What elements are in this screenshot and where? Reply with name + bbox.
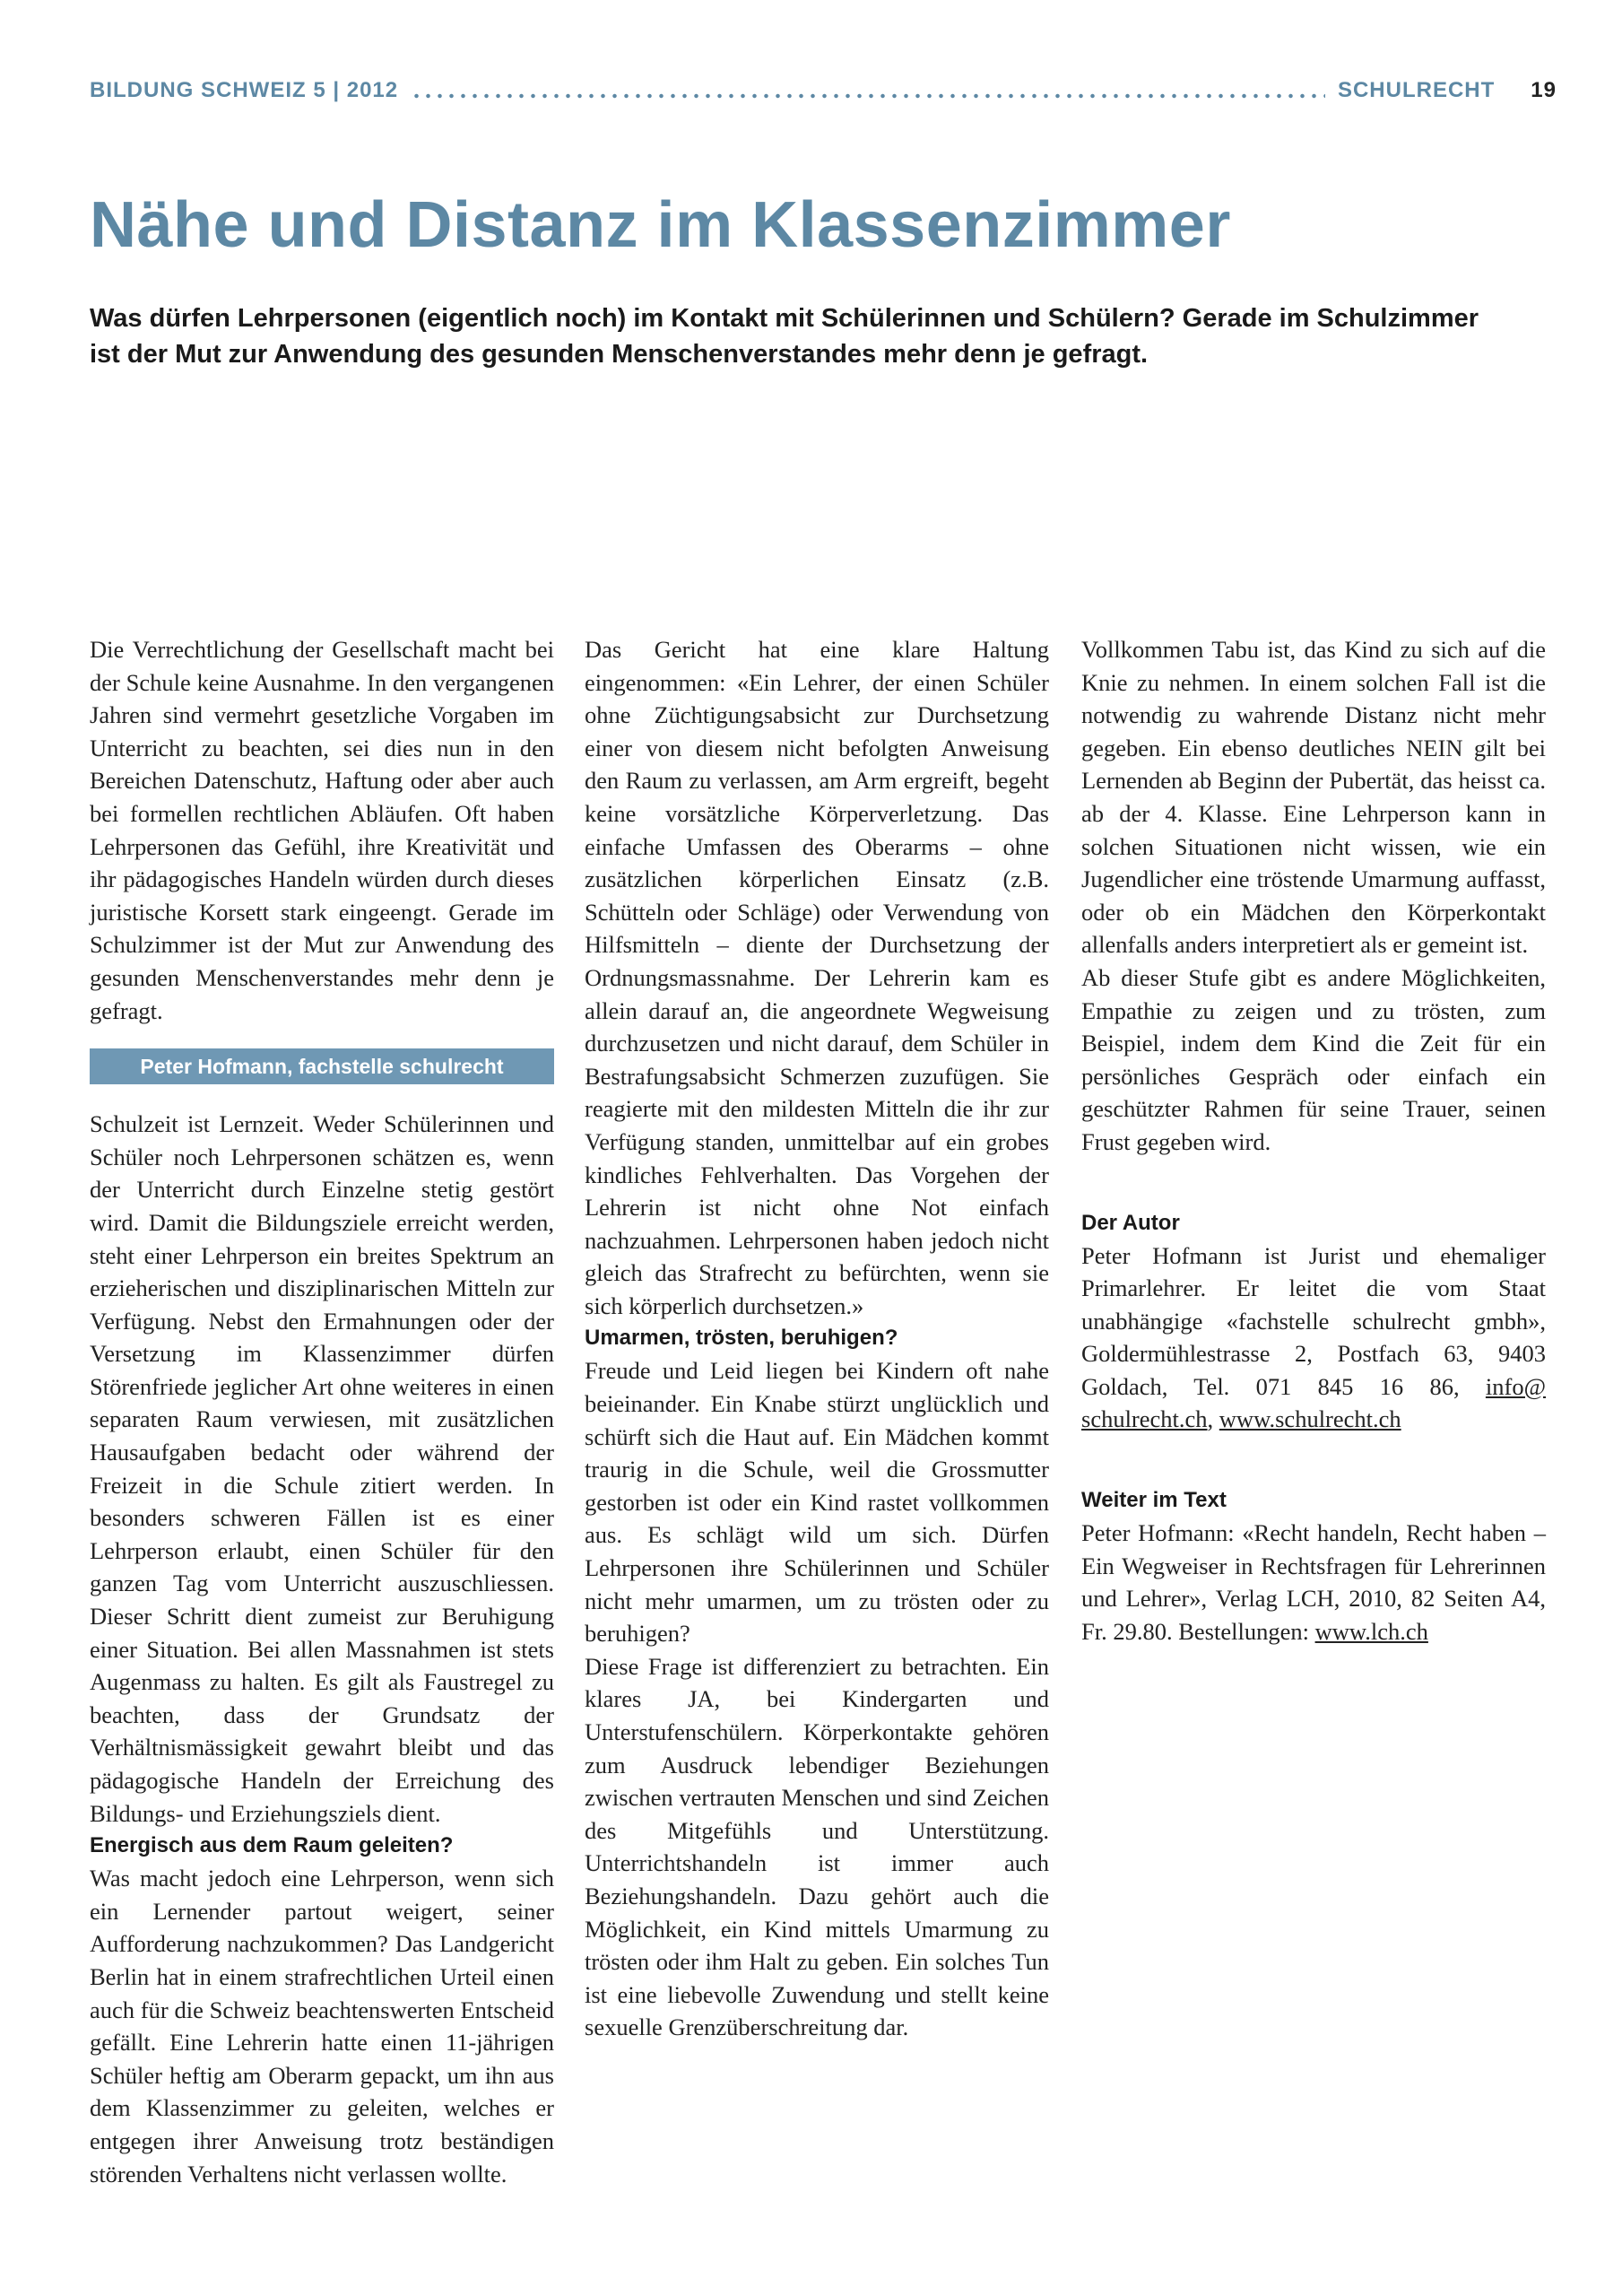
subheading: Umarmen, trösten, beruhigen? — [585, 1326, 898, 1351]
column-1 — [90, 633, 554, 2190]
author-bio — [1081, 1239, 1546, 1437]
further-reading — [1081, 1517, 1546, 1648]
column-3 — [1081, 633, 1546, 1648]
dotted-leader — [411, 78, 1325, 103]
body-paragraph: Schulzeit ist Lernzeit. Weder Schülerinnen und Schüler noch Lehrpersonen schätzen es, wenn der Unterricht durch Einzelne stetig gestört wird. Damit die Bildungsziele erreicht werden, steht einer Lehrperson ein breites Spektrum an erzieherischen und disziplinarischen Mitteln zur Verfügung. Nebst den Ermahnungen oder der Versetzung im Klassenzimmer dürfen Störenfriede jeglicher Art ohne weiteres in einen separaten Raum verwiesen, mit zusätzlichen Hausaufgaben bedacht oder während der Freizeit in die Schule zitiert werden. In besonders schweren Fällen ist es einer Lehrperson erlaubt, einen Schüler für den ganzen Tag vom Unterricht auszuschliessen. Dieser Schritt dient zumeist zur Beruhigung einer Situation. Bei allen Massnahmen ist stets Augenmass zu halten. Es gilt als Faustregel zu beachten, dass der Grundsatz der Verhältnismässigkeit gewahrt bleibt und das pädagogische Handeln der Erreichung des Bildungs- und Erziehungsziels dient. — [90, 1110, 554, 1827]
subheading: Energisch aus dem Raum geleiten? — [90, 1833, 454, 1858]
intro-paragraph: Die Verrechtlichung der Gesellschaft macht bei der Schule keine Ausnahme. In den vergangenen Jahren sind vermehrt gesetzliche Vorgaben im Unterricht zu beachten, sei dies nun in den Bereichen Datenschutz, Haftung oder aber auch bei formellen rechtlichen Abläufen. Oft haben Lehrpersonen das Gefühl, ihre Kreativität und ihr pädagogisches Handeln würden durch dieses juristische Korsett stark eingeengt. Gerade im Schulzimmer ist der Mut zur Anwendung des gesunden Menschenverstandes mehr denn je gefragt. — [90, 636, 554, 1024]
author-byline: Peter Hofmann, fachstelle schulrecht — [90, 1048, 554, 1084]
body-paragraph — [90, 1862, 554, 2190]
article-lead: Was dürfen Lehrpersonen (eigentlich noch) im Kontakt mit Schülerinnen und Schülern? Gerade im Schulzimmer ist der Mut zur Anwendung des gesunden Menschenverstandes mehr denn je gefragt. — [90, 304, 1479, 369]
body-paragraph: Vollkommen Tabu ist, das Kind zu sich auf die Knie zu nehmen. In einem solchen Fall ist die notwendig zu wahrende Distanz nicht mehr gegeben. Ein ebenso deutliches NEIN gilt bei Lernenden ab Beginn der Pubertät, das heisst ca. ab der 4. Klasse. Eine Lehrperson kann in solchen Situationen nicht wissen, wie ein Jugendlicher eine tröstende Umarmung auffasst, oder ob ein Mädchen den Körperkontakt allenfalls anders interpretiert als er gemeint ist. — [1081, 636, 1546, 959]
body-paragraph: Ab dieser Stufe gibt es andere Möglichkeiten, Empathie zu zeigen und zu trösten, zum Beispiel, indem dem Kind die Zeit für ein persönliches Gespräch oder einfach ein geschützter Rahmen für seine Trauer, seinen Frust gegeben wird. — [1081, 963, 1546, 1155]
page-number: 19 — [1531, 78, 1557, 102]
website-link[interactable]: www.schulrecht.ch — [1219, 1405, 1401, 1433]
publication-issue: BILDUNG SCHWEIZ 5 | 2012 — [90, 78, 399, 102]
lch-link[interactable]: www.lch.ch — [1314, 1617, 1428, 1645]
article-title: Nähe und Distanz im Klassenzimmer — [90, 189, 1231, 261]
body-paragraph: Freude und Leid liegen bei Kindern oft nahe beieinander. Ein Knabe stürzt unglücklich und schürft sich die Haut auf. Ein Mädchen kommt traurig in die Schule, weil die Grossmutter gestorben ist oder ein Kind rastet vollkommen aus. Es schlägt wild um sich. Dürfen Lehrpersonen ihre Schülerinnen und Schüler nicht mehr umarmen, um zu trösten oder zu beruhigen? — [585, 1357, 1049, 1648]
link-separator: , — [1207, 1405, 1214, 1433]
column-2 — [585, 633, 1049, 2044]
email-link[interactable]: info@ schulrecht.ch — [1081, 1372, 1546, 1433]
further-reading-heading: Weiter im Text — [1081, 1488, 1227, 1513]
author-heading: Der Autor — [1081, 1210, 1180, 1235]
further-reading-text: Peter Hofmann: «Recht handeln, Recht haben – Ein Wegweiser in Rechtsfragen für Lehrerinnen und Lehrer», Verlag LCH, 2010, 82 Seiten A4, Fr. 29.80. Bestellungen: — [1081, 1519, 1546, 1645]
body-paragraph: Diese Frage ist differenziert zu betrachten. Ein klares JA, bei Kindergarten und Unterstufenschülern. Körperkontakte gehören zum Ausdruck lebendiger Beziehungen zwischen vertrauten Menschen und sind Zeichen des Mitgefühls und Unterstützung. Unterrichtshandeln ist immer auch Beziehungshandeln. Dazu gehört auch die Möglichkeit, ein Kind mittels Umarmung zu trösten oder ihm Halt zu geben. Ein solches Tun ist eine liebevolle Zuwendung und stellt keine sexuelle Grenzüberschreitung dar. — [585, 1652, 1049, 2041]
running-header — [90, 77, 1557, 104]
body-paragraph: Das Gericht hat eine klare Haltung eingenommen: «Ein Lehrer, der einen Schüler ohne Züchtigungsabsicht zur Durchsetzung einer von diesem nicht befolgten Anweisung den Raum zu verlassen, am Arm ergreift, begeht keine vorsätzliche Körperverletzung. Das einfache Umfassen des Oberarms – ohne zusätzlichen körperlichen Einsatz (z.B. Schütteln oder Schläge) oder Verwendung von Hilfsmitteln – diente der Durchsetzung der Ordnungsmassnahme. Der Lehrerin kam es allein darauf an, die angeordnete Wegweisung durchzusetzen und nicht darauf, dem Schüler in Bestrafungsabsicht Schmerzen zuzufügen. Sie reagierte mit den mildesten Mitteln die ihr zur Verfügung standen, unmittelbar auf ein grobes kindliches Fehlverhalten. Das Vorgehen der Lehrerin ist nicht ohne Not einfach nachzuahmen. Lehrpersonen haben jedoch nicht gleich das Strafrecht zu befürchten, wenn sie sich körperlich durchsetzen.» — [585, 636, 1049, 1319]
section-name: SCHULRECHT — [1337, 78, 1496, 102]
author-bio-text: Peter Hofmann ist Jurist und ehemaliger Primarlehrer. Er leitet die vom Staat unabhängige «fachstelle schulrecht gmbh», Goldermühlestrasse 2, Postfach 63, 9403 Goldach, Tel. 071 845 16 86, — [1081, 1241, 1546, 1400]
paragraph-text: Was macht jedoch eine Lehrperson, wenn sich ein Lernender partout weigert, seiner Aufforderung nachzukommen? Das Landgericht Berlin hat in einem strafrechtlichen Urteil einen auch für die Schweiz beachtenswerten Entscheid gefällt. Eine Lehrerin hatte einen 11-jährigen Schüler heftig am Oberarm gepackt, um ihn aus dem Klassenzimmer zu geleiten, welches er entgegen ihrer Anweisung trotz beständigen störenden Verhaltens nicht verlassen wollte. — [90, 1865, 554, 2187]
